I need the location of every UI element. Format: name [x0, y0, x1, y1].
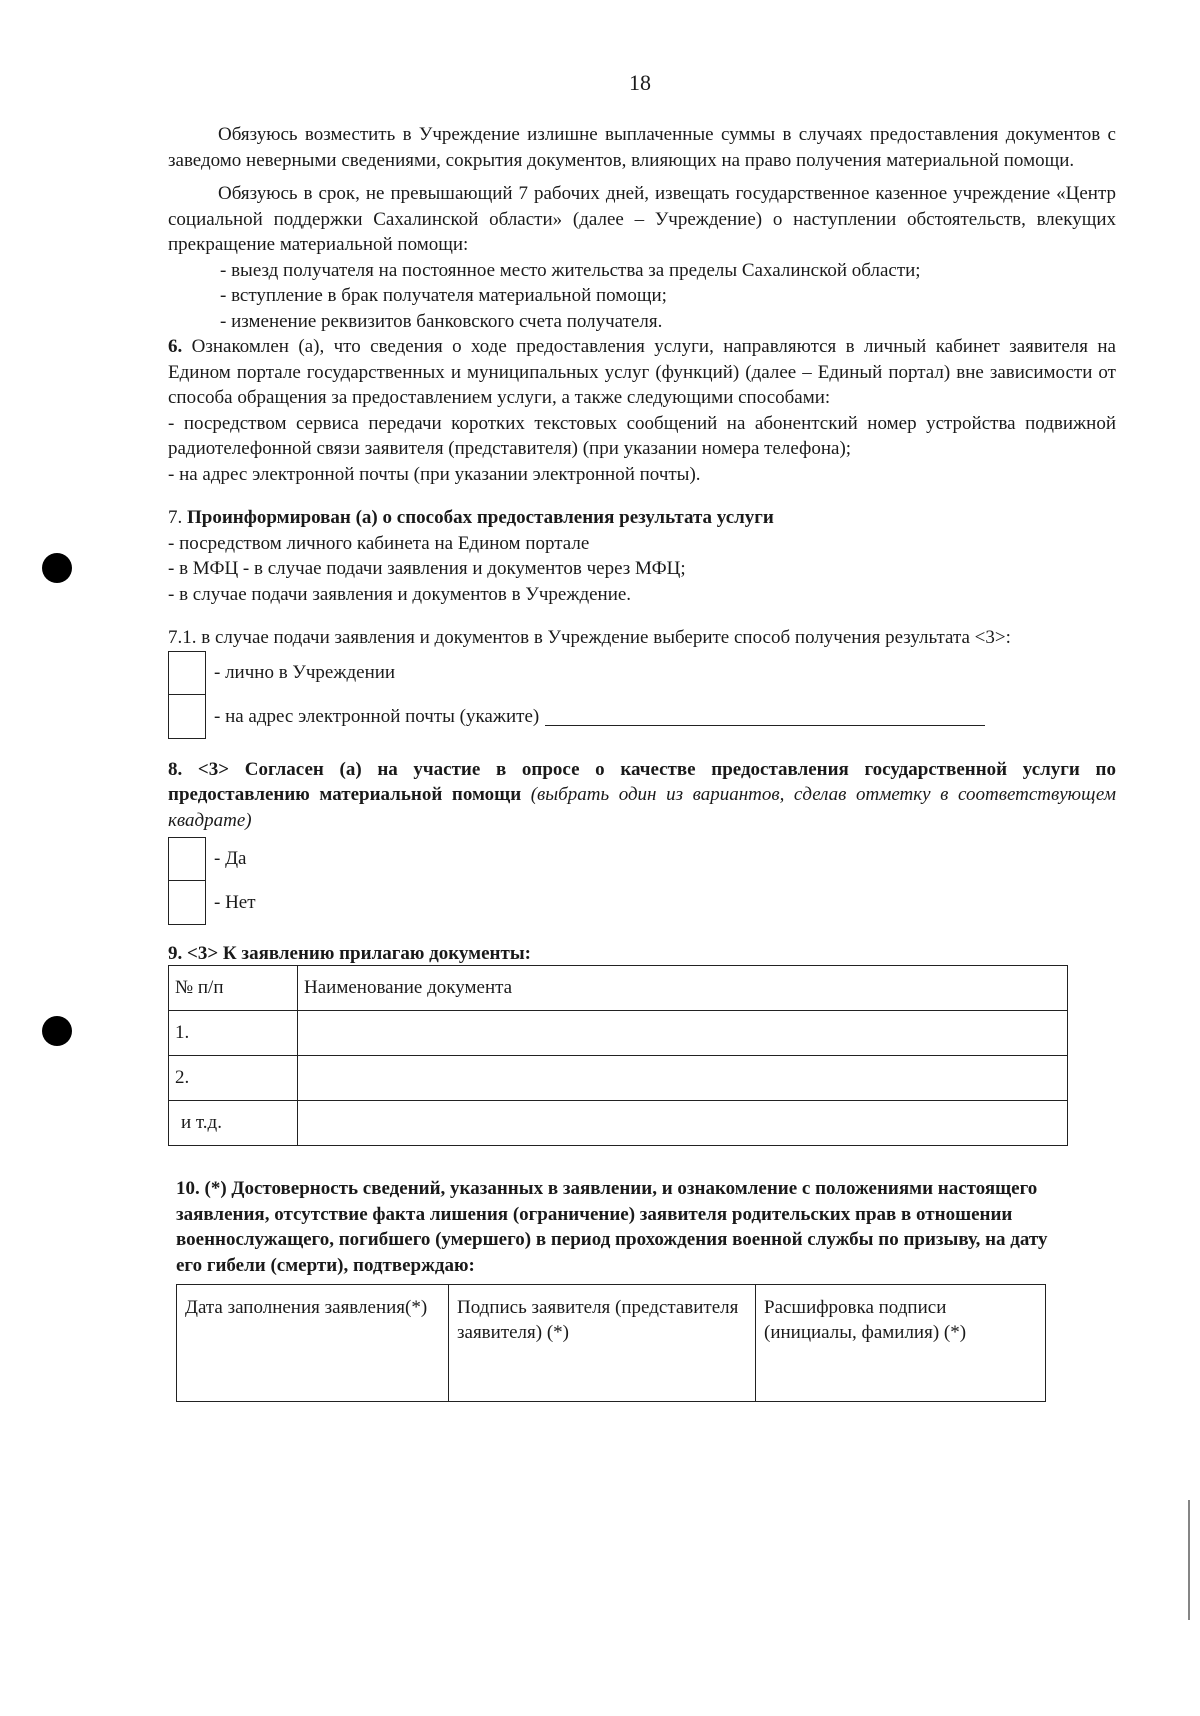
section-8 [168, 757, 1116, 834]
row-number: и т.д. [169, 1101, 298, 1146]
list-item: - изменение реквизитов банковского счета получателя. [220, 310, 663, 332]
option-label: - лично в Учреждении [214, 661, 396, 683]
page-number: 18 [629, 70, 651, 95]
section-7-title: Проинформирован (а) о способах предоставления результата услуги [187, 507, 774, 528]
table-row [169, 1056, 1068, 1101]
obligation-notify-paragraph: Обязуюсь в срок, не превышающий 7 рабочих дней, извещать государственное казенное учреждение «Центр социальной поддержки Сахалинской области» (далее – Учреждение) о наступлении обстоятельств, влекущих прекращение материальной помощи: [168, 183, 1116, 255]
section-7-1-text: 7.1. в случае подачи заявления и документов в Учреждение выберите способ получения результата <3>: [168, 627, 1011, 648]
list-item: - в случае подачи заявления и документов в Учреждение. [168, 583, 632, 605]
list-item: - выезд получателя на постоянное место жительства за пределы Сахалинской области; [220, 259, 921, 281]
section-6 [168, 334, 1116, 411]
table-row [169, 1101, 1068, 1146]
document-name-cell[interactable] [298, 1011, 1068, 1056]
section-8-title: 8. <3> Согласен (а) на участие в опросе о качестве предоставления государственной услуги по предоставлению материальной помощи [168, 758, 1116, 805]
option-email [168, 695, 1116, 739]
checkbox-yes[interactable] [168, 837, 206, 881]
section-9-title: 9. <3> К заявлению прилагаю документы: [168, 943, 531, 964]
column-header: Наименование документа [298, 966, 1068, 1011]
list-item: - посредством личного кабинета на Едином портале [168, 532, 590, 554]
scan-edge-mark [1188, 1500, 1190, 1620]
section-6-number: 6. [168, 336, 183, 357]
checkbox-in-person[interactable] [168, 651, 206, 695]
section-10-title: 10. (*) Достоверность сведений, указанных в заявлении, и ознакомление с положениями настоящего заявления, отсутствие факта лишения (ограничение) заявителя родительских прав в отношении военнослужащего, погибшего (умершего) в период прохождения военной службы по призыву, на дату его гибели (смерти), подтверждаю: [176, 1178, 1048, 1276]
checkbox-email[interactable] [168, 695, 206, 739]
table-row [169, 1011, 1068, 1056]
signature-decoding-cell[interactable]: Расшифровка подписи (инициалы, фамилия) (*) [756, 1285, 1046, 1402]
punch-hole-top [42, 553, 72, 583]
row-number: 1. [169, 1011, 298, 1056]
table-header-row [169, 966, 1068, 1011]
section-6-text: Ознакомлен (а), что сведения о ходе предоставления услуги, направляются в личный кабинет заявителя на Едином портале государственных и муниципальных услуг (функций) (далее – Единый портал) вне зависимости от способа обращения за предоставлением услуги, а также следующими способами: [168, 336, 1116, 408]
list-item: - на адрес электронной почты (при указании электронной почты). [168, 463, 701, 485]
obligation-refund-paragraph: Обязуюсь возместить в Учреждение излишне выплаченные суммы в случаях предоставления документов с заведомо неверными сведениями, сокрытия документов, влияющих на право получения материальной помощи. [168, 124, 1116, 171]
signature-cell[interactable]: Подпись заявителя (представителя заявителя) (*) [449, 1285, 756, 1402]
document-name-cell[interactable] [298, 1056, 1068, 1101]
documents-table [168, 965, 1068, 1146]
document-body [168, 122, 1116, 1402]
list-item: - вступление в брак получателя материальной помощи; [220, 285, 667, 306]
list-item: - посредством сервиса передачи коротких текстовых сообщений на абонентский номер устройства подвижной радиотелефонной связи заявителя (представителя) (при указании номера телефона); [168, 412, 1116, 459]
option-label: - Нет [214, 892, 256, 913]
row-number: 2. [169, 1056, 298, 1101]
option-label: - на адрес электронной почты (укажите) [214, 705, 540, 727]
section-7-number: 7. [168, 507, 183, 528]
column-header: № п/п [169, 966, 298, 1011]
email-fill-line[interactable] [545, 707, 985, 726]
option-no [168, 881, 1116, 925]
checkbox-no[interactable] [168, 881, 206, 925]
list-item: - в МФЦ - в случае подачи заявления и документов через МФЦ; [168, 558, 686, 579]
table-row [177, 1285, 1046, 1402]
date-cell[interactable]: Дата заполнения заявления(*) [177, 1285, 449, 1402]
section-7 [168, 505, 1116, 531]
document-name-cell[interactable] [298, 1101, 1068, 1146]
option-in-person [168, 651, 1116, 695]
option-label: - Да [214, 848, 247, 869]
option-yes [168, 837, 1116, 881]
section-8-hint: (выбрать один из вариантов, сделав отметку в соответствующем квадрате) [168, 784, 1116, 831]
signature-table [176, 1284, 1046, 1402]
punch-hole-bottom [42, 1016, 72, 1046]
